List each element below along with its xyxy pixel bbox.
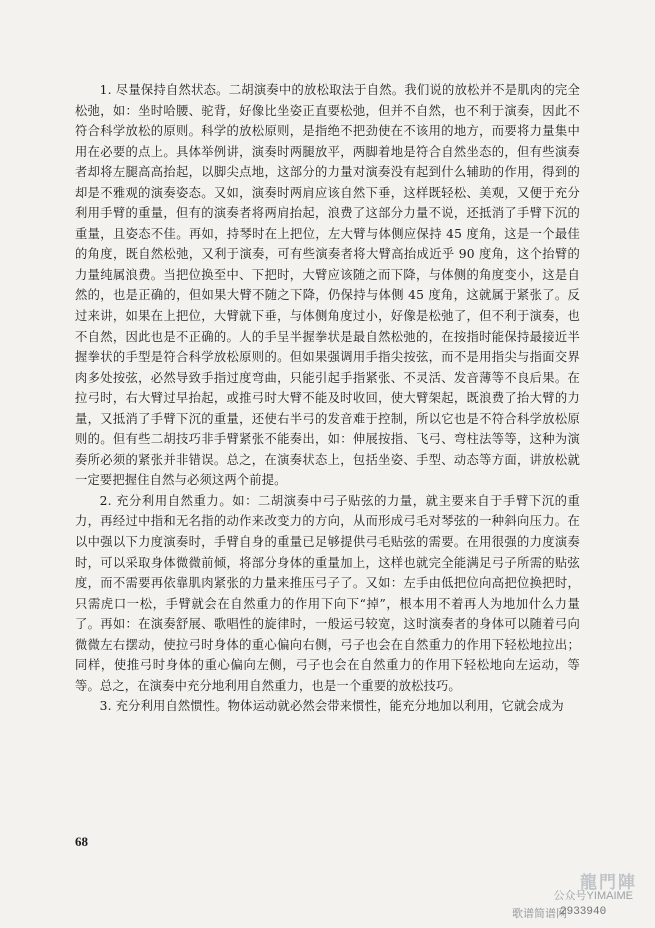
watermark-sub: 公众号YIMAIME xyxy=(553,890,633,902)
paragraph-3: 3. 充分利用自然惯性。物体运动就必然会带来惯性，能充分地加以利用，它就会成为 xyxy=(99,699,564,714)
paragraph-2: 2. 充分利用自然重力。如：二胡演奏中弓子贴弦的力量，就主要来自于手臂下沉的重力，再经过中指和无名指的动作来改变力的方向，从而形成弓毛对琴弦的一种斜向压力。在以中强以下力度演奏时，手臂自身的重量已足够提供弓毛贴弦的需要。在用很强的力度演奏时，可以采取身体微微前倾，将部分身体的重量加上，这样也就完全能满足弓子所需的贴弦度，而不需要再依靠肌肉紧张的力量来推压弓子了。又如：左手由低把位向高把位换把时，只需虎口一松，手臂就会在自然重力的作用下向下“掉”，根本用不着再人为地加什么力量了。再如：在演奏舒展、歌唱性的旋律时，一般运弓较宽，这时演奏者的身体可以随着弓向微微左右摆动，使拉弓时身体的重心偏向右侧，弓子也会在自然重力的作用下轻松地拉出；同样，使推弓时身体的重心偏向左侧，弓子也会在自然重力的作用下轻松地向左运动，等等。总之，在演奏中充分地利用自然重力，也是一个重要的放松技巧。 xyxy=(75,493,580,693)
watermark-logo: 龍門陣 xyxy=(580,873,637,892)
page-number: 68 xyxy=(75,834,88,849)
watermark-code: 2933940 xyxy=(560,906,607,918)
paragraph-1: 1. 尽量保持自然状态。二胡演奏中的放松取法于自然。我们说的放松并不是肌肉的完全松弛，如：坐时哈腰、驼背，好像比坐姿正直要松弛，但并不自然，也不利于演奏，因此不符合科学放松的原则。科学的放松原则，是指绝不把劲使在不该用的地方，而要将力量集中用在必要的点上。具体举例讲，演奏时两腿放平，两脚着地是符合自然坐态的，但有些演奏者却将左腿高高抬起，以脚尖点地，这部分的力量对演奏没有起到什么辅助的作用，得到的却是不雅观的演奏姿态。又如，演奏时两肩应该自然下垂，这样既轻松、美观，又便于充分利用手臂的重量，但有的演奏者将两肩抬起，浪费了这部分力量不说，还抵消了手臂下沉的重量，且姿态不佳。再如，持琴时在上把位，左大臂与体侧应保持 45 度角，这是一个最佳的角度，既自然松弛，又利于演奏，可有些演奏者将大臂高抬成近乎 90 度角，这个抬臂的力量纯属浪费。当把位换至中、下把时，大臂应该随之而下降，与体侧的角度变小，这是自然的，也是正确的，但如果大臂不随之下降，仍保持与体侧 45 度角，这就属于紧张了。反过来讲，如果在上把位，大臂就下垂，与体侧角度过小，好像是松弛了，但不利于演奏，也不自然，因此也是不正确的。人的手呈半握拳状是最自然松弛的，在按指时能保持最接近半握拳状的手型是符合科学放松原则的。但如果强调用手指尖按弦，而不是用指尖与指面交界肉多处按弦，必然导致手指过度弯曲，只能引起手指紧张、不灵活、发音薄等不良后果。在拉弓时，右大臂过早抬起，或推弓时大臂不能及时收回，使大臂架起，既浪费了抬大臂的力量，又抵消了手臂下沉的重量，还使右半弓的发音难于控制，所以它也是不符合科学放松原则的。但有些二胡技巧非手臂紧张不能奏出，如：伸展按指、飞弓、弯柱法等等，这种为演奏所必须的紧张并非错误。总之，在演奏状态上，包括坐姿、手型、动态等方面，讲放松就一定要把握住自然与必须这两个前提。 xyxy=(75,83,580,488)
body-text xyxy=(75,80,580,717)
watermark-caption: 歌谱简谱网 xyxy=(512,908,567,920)
